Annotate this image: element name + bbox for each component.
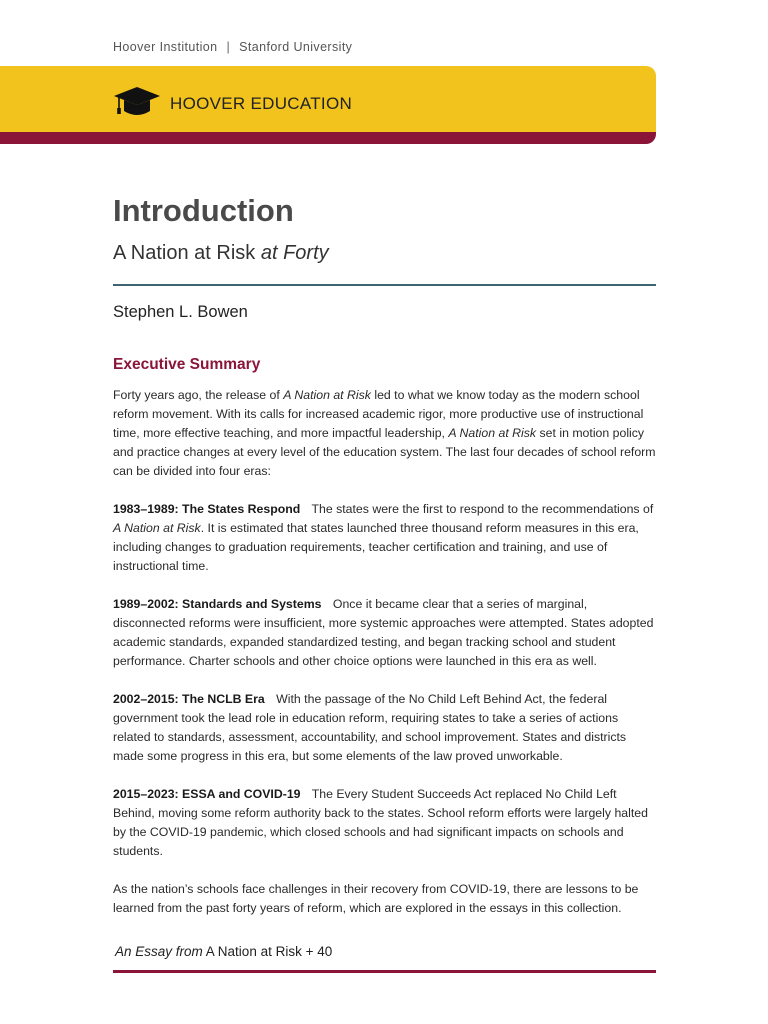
banner-maroon-band [0,132,656,144]
era-text-end: . It is estimated that states launched three thousand reform measures in this era, including changes to graduation requirements, teacher certification and training, and use of instructional time. [113,521,639,573]
era-paragraph [113,690,658,766]
footer-essay-credit [115,944,332,959]
intro-italic-1: A Nation at Risk [283,388,371,402]
era-paragraph [113,595,658,671]
era-label: 1989–2002: Standards and Systems [113,597,322,611]
section-heading: Executive Summary [113,356,261,373]
era-text: The Every Student Succeeds Act replaced No Child Left Behind, moving some reform authority back to the states. School reform efforts were largely halted by the COVID-19 pandemic, which closed schools and had significant impacts on schools and students. [113,787,648,858]
intro-paragraph [113,386,658,481]
footer-italic: An Essay from [115,944,203,959]
hoover-education-banner [0,66,656,144]
era-text: Once it became clear that a series of marginal, disconnected reforms were insufficient, more systemic approaches were attempted. States adopted academic standards, expanded standardized testing, and began tracking school and student performance. Charter schools and other choice options were launched in this era as well. [113,597,654,668]
conclusion-paragraph: As the nation’s schools face challenges in their recovery from COVID-19, there are lessons to be learned from the past forty years of reform, which are explored in the essays in this collection. [113,882,639,915]
executive-summary-body [113,386,658,937]
era-text: With the passage of the No Child Left Behind Act, the federal government took the lead role in education reform, requiring states to take a series of actions related to standards, assessment, accountability, and school improvement. States and districts made some progress in this era, but some elements of the law proved unworkable. [113,692,627,763]
institution-name: Hoover Institution [113,40,218,54]
era-label: 1983–1989: The States Respond [113,502,301,516]
era-paragraph [113,500,658,576]
page-title: Introduction [113,193,294,228]
title-divider [113,284,656,286]
era-label: 2002–2015: The NCLB Era [113,692,265,706]
footer-divider [113,970,656,973]
subtitle-plain: A Nation at Risk [113,242,261,264]
intro-text-3: set in motion policy and practice changes at every level of the education system. The last four decades of school reform can be divided into four eras: [113,426,656,478]
page-subtitle [113,242,329,265]
era-italic: A Nation at Risk [113,521,201,535]
subtitle-italic: at Forty [260,242,329,264]
intro-text-2: led to what we know today as the modern school reform movement. With its calls for increased academic rigor, more productive use of instructional time, more effective teaching, and more impactful leadership, [113,388,644,440]
brand-name: HOOVER EDUCATION [170,94,353,113]
publisher-separator: | [226,40,231,54]
intro-italic-2: A Nation at Risk [448,426,537,440]
graduation-cap-icon [113,84,161,120]
publisher-line [113,40,352,54]
intro-text-1: Forty years ago, the release of [113,388,284,402]
era-label: 2015–2023: ESSA and COVID-19 [113,787,301,801]
university-name: Stanford University [239,40,353,54]
footer-collection: A Nation at Risk + 40 [202,944,333,959]
era-paragraph [113,785,658,861]
era-text: The states were the first to respond to the recommendations of [311,502,654,516]
author-name: Stephen L. Bowen [113,303,248,321]
